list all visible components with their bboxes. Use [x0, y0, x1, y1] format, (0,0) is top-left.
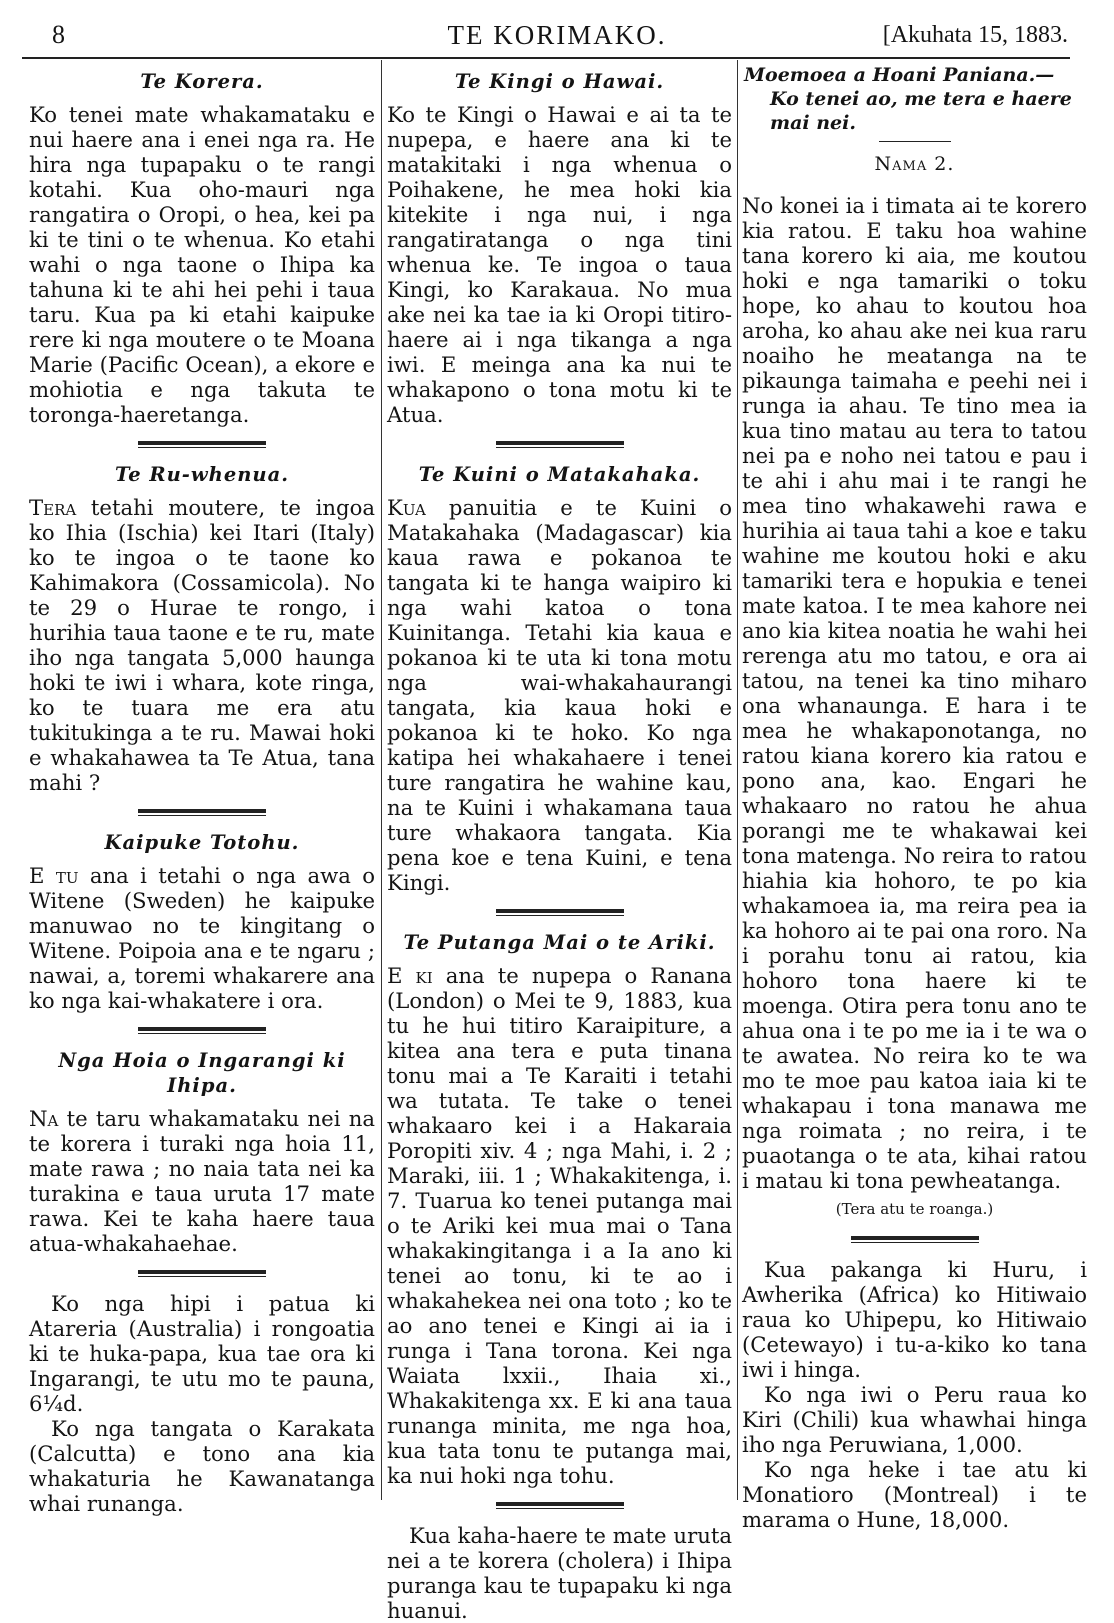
lead-word: Kua: [387, 495, 426, 520]
article-text: te taru whakamataku nei na te korera i turaki nga hoia 11, mate rawa ; no naia tata nei ka turakina e taua uruta 17 mate rawa. Kei te kaha haere taua atua-whakahaehae.: [29, 1106, 375, 1256]
article-kingi: [387, 69, 732, 427]
news-item-huru: Kua pakanga ki Huru, i Awherika (Africa) ko Hitiwaio raua ko Uhipepu, ko Hitiwaio (Cetewayo) i tu-a-kiko ko tana iwi i hinga.: [742, 1257, 1087, 1382]
lead-word: Tera: [29, 495, 77, 520]
page-header: [0, 0, 1114, 58]
news-item-heke: Ko nga heke i tae atu ki Monatioro (Montreal) i te marama o Hune, 18,000.: [742, 1457, 1087, 1532]
serial-title-line1: Moemoea a Hoani Paniana.—: [744, 64, 1055, 86]
masthead-title: TE KORIMAKO.: [447, 20, 667, 50]
section-divider: [496, 909, 624, 916]
section-divider: [496, 1502, 624, 1509]
section-divider: [138, 1270, 266, 1277]
article-text: ana te nupepa o Ranana (London) o Mei te 9, 1883, kua tu he hui titiro Karaipiture, a kitea ana tera e puta tinana tonu mai a Te Karaiti i tetahi wa tutata. Te take o tenei whakaaro kei i a Hakaraia Poropiti xiv. 4 ; nga Mahi, i. 2 ; Maraki, iii. 1 ; Whakakitenga, i. 7. Tuarua ko tenei putanga mai o te Ariki kei mua mai o Tana whakakingitanga i a Ia ano ki tenei ao tonu, ki te ao i whakahekea nei ona toto ; ko te ao ano tenei e Kingi ai ia i runga i Tana torona. Kei nga Waiata lxxii., Ihaia xi., Whakakitenga xx. E ki ana taua runanga minita, me nga hoa, kua tata tonu te putanga mai, ka nui hoki nga tohu.: [387, 963, 732, 1488]
section-divider: [496, 441, 624, 448]
news-item-hipi: Ko nga hipi i patua ki Atareria (Australia) i rongoatia ki te huka-papa, kua tae ora ki Ingarangi, te utu mo te pauna, 6¼d.: [29, 1291, 375, 1416]
lead-word: E tu: [29, 863, 79, 888]
article-body: Ko te Kingi o Hawai e ai ta te nupepa, e haere ana ki te matakitaki i nga whenua o Poihakene, he mea hoki kia kitekite i nga nui, i nga rangatiratanga o nga tini whenua ke. Te ingoa o taua Kingi, ko Karakaua. No mua ake nei ka tae ia ki Oropi titiro-haere ai i nga tikanga a nga iwi. E meinga ana ka nui te whakapono o tona motu ki te Atua.: [387, 102, 732, 427]
article-text: panuitia e te Kuini o Matakahaka (Madagascar) kia kaua rawa e pokanoa te tangata ki te hanga waipiro ki nga wahi katoa o tona Kuinitanga. Tetahi kia kaua e pokanoa ki te uta ki tona motu nga wai-whakahaurangi tangata, kia kaua hoki e pokanoa ki te hoko. Ko nga katipa hei whakahaere i tenei ture rangatira he wahine kau, na te Kuini i whakamana taua ture whakaora tangata. Kia pena koe e tena Kuini, e tena Kingi.: [387, 495, 732, 895]
article-title: Te Putanga Mai o te Ariki.: [403, 931, 716, 954]
column-3: [742, 63, 1087, 1532]
chapter-heading: Nama 2.: [874, 153, 955, 175]
article-ruwhenua: [29, 462, 375, 795]
article-kaipuke: [29, 830, 375, 1013]
article-title: Te Kingi o Hawai.: [454, 70, 665, 93]
lead-word: Na: [29, 1106, 59, 1131]
column-1: [29, 63, 375, 1516]
article-title: Te Ru-whenua.: [114, 463, 290, 486]
continued-note: (Tera atu te roanga.): [835, 1200, 994, 1218]
header-rule: [22, 57, 1070, 59]
article-putanga: [387, 930, 732, 1488]
article-text: ana i tetahi o nga awa o Witene (Sweden) he kaipuke manuwao no te kingitang o Witene. Poipoia ana e te ngaru ; nawai, a, toremi whakarere ana ko nga kai-whakatere i ora.: [29, 863, 375, 1013]
short-rule: [879, 141, 951, 142]
article-title: Kaipuke Totohu.: [104, 831, 300, 854]
article-title: Nga Hoia o Ingarangi ki Ihipa.: [58, 1049, 346, 1097]
article-title: Te Kuini o Matakahaka.: [418, 463, 701, 486]
news-item-uruta: Kua kaha-haere te mate uruta nei a te korera (cholera) i Ihipa puranga kau te tupapaku ki nga huanui.: [387, 1523, 732, 1623]
lead-word: E ki: [387, 963, 433, 988]
article-hoia: [29, 1048, 375, 1256]
section-divider: [138, 1027, 266, 1034]
news-item-peru: Ko nga iwi o Peru raua ko Kiri (Chili) kua whawhai hinga iho nga Peruwiana, 1,000.: [742, 1382, 1087, 1457]
article-title: Te Korera.: [140, 70, 264, 93]
article-body: Ko tenei mate whakamataku e nui haere ana i enei nga ra. He hira nga tupapaku o te rangi kotahi. Kua oho-mauri nga rangatira o Oropi, o hea, kei pa ki te tini o te whenua. Ko etahi wahi o nga taone o Ihipa ka tahuna ki te ahi hei pehi i taua taru. Kua pa ki etahi kaipuke rere ki nga moutere o te Moana Marie (Pacific Ocean), a ekore e mohiotia e nga takuta te toronga-haeretanga.: [29, 102, 375, 427]
column-2: [387, 63, 732, 1623]
article-body: [29, 863, 375, 1013]
serial-title: [742, 63, 1087, 135]
section-divider: [138, 809, 266, 816]
article-body: [387, 963, 732, 1488]
page-number: 8: [52, 20, 65, 49]
article-korera: [29, 69, 375, 427]
column-divider: [737, 60, 738, 1500]
section-divider: [138, 441, 266, 448]
serial-title-line2: Ko tenei ao, me tera e haere mai nei.: [770, 88, 1072, 134]
article-body: [29, 495, 375, 795]
serial-body: No konei ia i timata ai te korero kia ratou. E taku hoa wahine tana korero ki aia, me koutou hoki e nga tamariki o toku hope, ko ahau to koutou hoa aroha, ko ahau ake nei kua raru noaiho he meatanga na te pikaunga taimaha e peehi nei i runga ia ahau. Te tino mea ia kua tino matau au tera to tatou nei pa e noho nei tatou e pau i te ahi i ahu mai i te rangi he mea tino whakawehi rawa e hurihia ai taua tahi a koe e taku wahine me koutou hoki e aku tamariki tera e hopukia e tenei mate katoa. I te mea kahore nei ano kia kitea noatia he wahi hei rerenga atu mo tatou, e ora ai tatou, na tenei ka tino miharo ona whanaunga. E hara i te mea he whakaponotanga, no ratou kiana korero kia ratou e pono ana, kao. Engari he whakaaro no ratou he ahua porangi me te whakawai kei tona matenga. No reira to ratou hiahia kia hohoro, te po kia whakamoea ia, ma reira pea ia ka hohoro ai te pai ona roro. Na i porahu tonu ai ratou, kia hohoro tona haere ki te moenga. Otira pera tonu ano te ahua ona i te po me ia i te wa o te awatea. No reira ko te wa mo te moe pau katoa iaia ki te whakapau i tona manawa me nga roimata ; no reira, i te puaotanga o te ata, kihai ratou i matau ki tona pewheatanga.: [742, 193, 1087, 1193]
news-item-karakata: Ko nga tangata o Karakata (Calcutta) e tono ana kia whakaturia he Kawanatanga whai runanga.: [29, 1416, 375, 1516]
article-body: [387, 495, 732, 895]
issue-date: [Akuhata 15, 1883.: [882, 22, 1068, 48]
article-body: [29, 1106, 375, 1256]
article-kuini: [387, 462, 732, 895]
section-divider: [851, 1236, 979, 1243]
column-divider: [381, 60, 382, 1500]
article-text: tetahi moutere, te ingoa ko Ihia (Ischia) kei Itari (Italy) ko te ingoa o te taone ko Kahimakora (Cossamicola). No te 29 o Hurae te rongo, i hurihia taua taone e te ru, mate iho nga tangata 5,000 haunga hoki te iwi i whara, kote ringa, ko te tuara me era atu tukitukinga a te ru. Mawai hoki e whakahawea ta Te Atua, tana mahi ?: [29, 495, 375, 795]
